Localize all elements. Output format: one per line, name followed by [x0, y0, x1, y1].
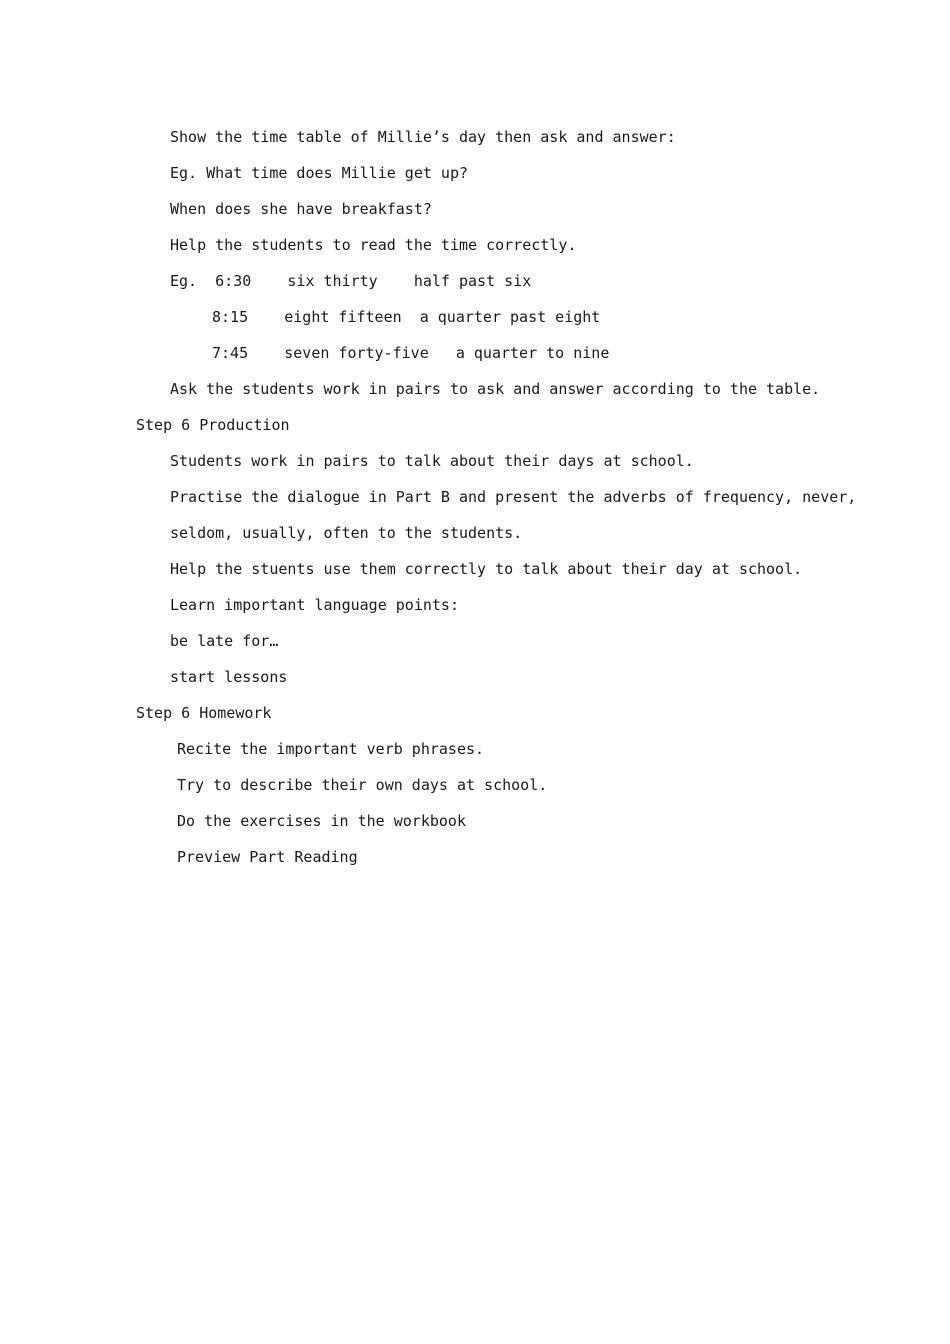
- text-line-example-question-1: Eg. What time does Millie get up?: [170, 164, 469, 182]
- homework-item-preview: Preview Part Reading: [177, 848, 358, 866]
- text-line-adverbs: seldom, usually, often to the students.: [170, 524, 523, 542]
- homework-item-exercises: Do the exercises in the workbook: [177, 812, 466, 830]
- text-line-pair-work: Ask the students work in pairs to ask and answer according to the table.: [170, 380, 821, 398]
- section-heading-production: Step 6 Production: [136, 416, 290, 434]
- homework-item-describe: Try to describe their own days at school.: [177, 776, 548, 794]
- text-line-practise-dialogue: Practise the dialogue in Part B and present the adverbs of frequency, never,: [170, 488, 857, 506]
- text-line-example-question-2: When does she have breakfast?: [170, 200, 432, 218]
- text-line-use-correctly: Help the stuents use them correctly to talk about their day at school.: [170, 560, 803, 578]
- text-line-time-example-1: Eg. 6:30 six thirty half past six: [170, 272, 532, 290]
- text-line-read-time: Help the students to read the time correctly.: [170, 236, 577, 254]
- section-heading-homework: Step 6 Homework: [136, 704, 272, 722]
- text-line-start-lessons: start lessons: [170, 668, 288, 686]
- text-line-language-points: Learn important language points:: [170, 596, 459, 614]
- text-line-timetable-intro: Show the time table of Millie’s day then ask and answer:: [170, 128, 676, 146]
- text-line-time-example-3: 7:45 seven forty-five a quarter to nine: [212, 344, 610, 362]
- homework-item-recite: Recite the important verb phrases.: [177, 740, 485, 758]
- text-line-be-late-for: be late for…: [170, 632, 279, 650]
- text-line-time-example-2: 8:15 eight fifteen a quarter past eight: [212, 308, 601, 326]
- text-line-talk-days: Students work in pairs to talk about their days at school.: [170, 452, 694, 470]
